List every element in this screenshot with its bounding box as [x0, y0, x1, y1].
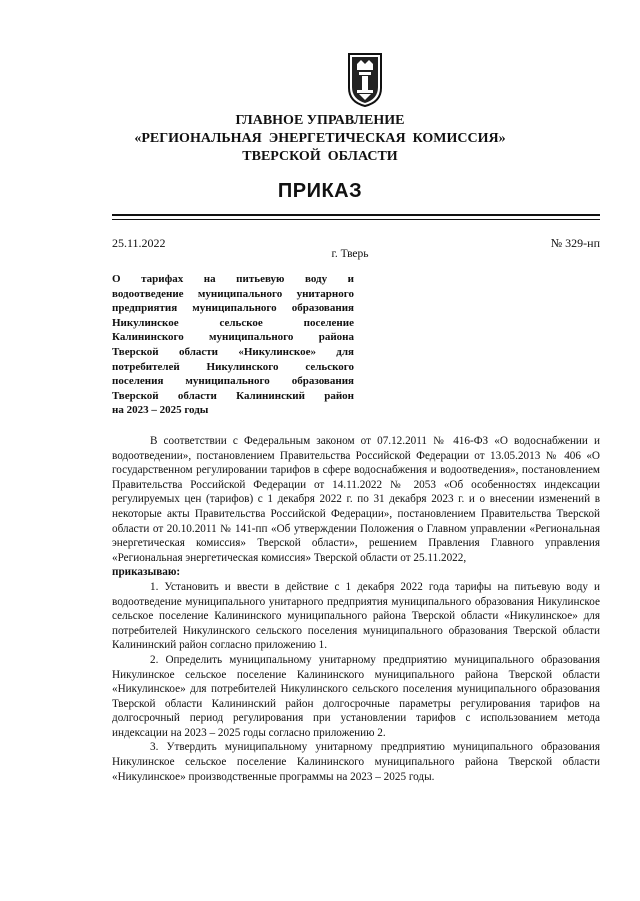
- document-city: г. Тверь: [331, 248, 369, 260]
- document-number: № 329-нп: [550, 236, 600, 250]
- subject-line: на 2023 – 2025 годы: [112, 404, 209, 417]
- subject-line: Калининского муниципального района: [112, 331, 354, 344]
- document-type-title: ПРИКАЗ: [277, 180, 363, 202]
- order-item-1: 1. Установить и ввести в действие с 1 декабря 2022 года тарифы на питьевую воду и водоотведение муниципального унитарного предприятия муниципального образования Никулинское сельское поселение Калининского муниципального района Тверской области «Никулинское» для потребителей Никулинского сельского поселения муниципального образования Тверской области Калининский район согласно приложению 1.: [112, 580, 600, 652]
- document-body: [112, 434, 600, 784]
- subject-line: потребителей Никулинского сельского: [112, 360, 354, 373]
- order-item-2: 2. Определить муниципальному унитарному предприятию муниципального образования Никулинское сельское поселение Калининского муниципального района Тверской области «Никулинское» для потребителей Никулинского сельского поселения муниципального образования Тверской области Калининский район долгосрочные параметры регулирования тарифов на долгосрочный период регулирования при установлении тарифов с использованием метода индексации на 2023 – 2025 годы согласно приложению 2.: [112, 653, 600, 739]
- organization-name: [0, 112, 640, 166]
- order-item-3: 3. Утвердить муниципальному унитарному предприятию муниципального образования Никулинское сельское поселение Калининского муниципального района Тверской области «Никулинское» производственные программы на 2023 – 2025 годы.: [112, 741, 600, 783]
- subject-line: Тверской области Калининский район: [112, 389, 354, 402]
- document-date: 25.11.2022: [112, 236, 166, 250]
- order-word: приказываю:: [112, 566, 181, 579]
- header-rule-thin: [112, 219, 600, 220]
- document-subject: [112, 272, 354, 418]
- coat-of-arms-icon: [345, 48, 385, 108]
- subject-line: О тарифах на питьевую воду и: [112, 273, 354, 285]
- subject-line: Никулинское сельское поселение: [112, 316, 354, 329]
- subject-line: предприятия муниципального образования: [112, 302, 354, 315]
- subject-line: водоотведение муниципального унитарного: [112, 287, 354, 300]
- org-line-3: ТВЕРСКОЙ ОБЛАСТИ: [242, 149, 398, 164]
- org-line-2: «РЕГИОНАЛЬНАЯ ЭНЕРГЕТИЧЕСКАЯ КОМИССИЯ»: [134, 131, 506, 146]
- org-line-1: ГЛАВНОЕ УПРАВЛЕНИЕ: [235, 113, 405, 128]
- subject-line: Тверской области «Никулинское» для: [112, 345, 354, 358]
- preamble-paragraph: В соответствии с Федеральным законом от 07.12.2011 № 416-ФЗ «О водоснабжении и водоотведении», постановлением Правительства Российской Федерации от 13.05.2013 № 406 «О государственном регулировании тарифов в сфере водоснабжения и водоотведения», постановлением Правительства Российской Федерации от 14.11.2022 № 2053 «Об особенностях индексации регулируемых цен (тарифов) с 1 декабря 2022 г. по 31 декабря 2023 г. и о внесении изменений в некоторые акты Правительства Российской Федерации», постановлением Правительства Тверской области от 20.10.2011 № 141-пп «Об утверждении Положения о Главном управлении «Региональная энергетическая комиссия» Тверской области», решением Правления Главного управления «Региональная энергетическая комиссия» Тверской области от 25.11.2022,: [112, 435, 600, 564]
- subject-line: поселения муниципального образования: [112, 375, 354, 388]
- header-rule-thick: [112, 214, 600, 216]
